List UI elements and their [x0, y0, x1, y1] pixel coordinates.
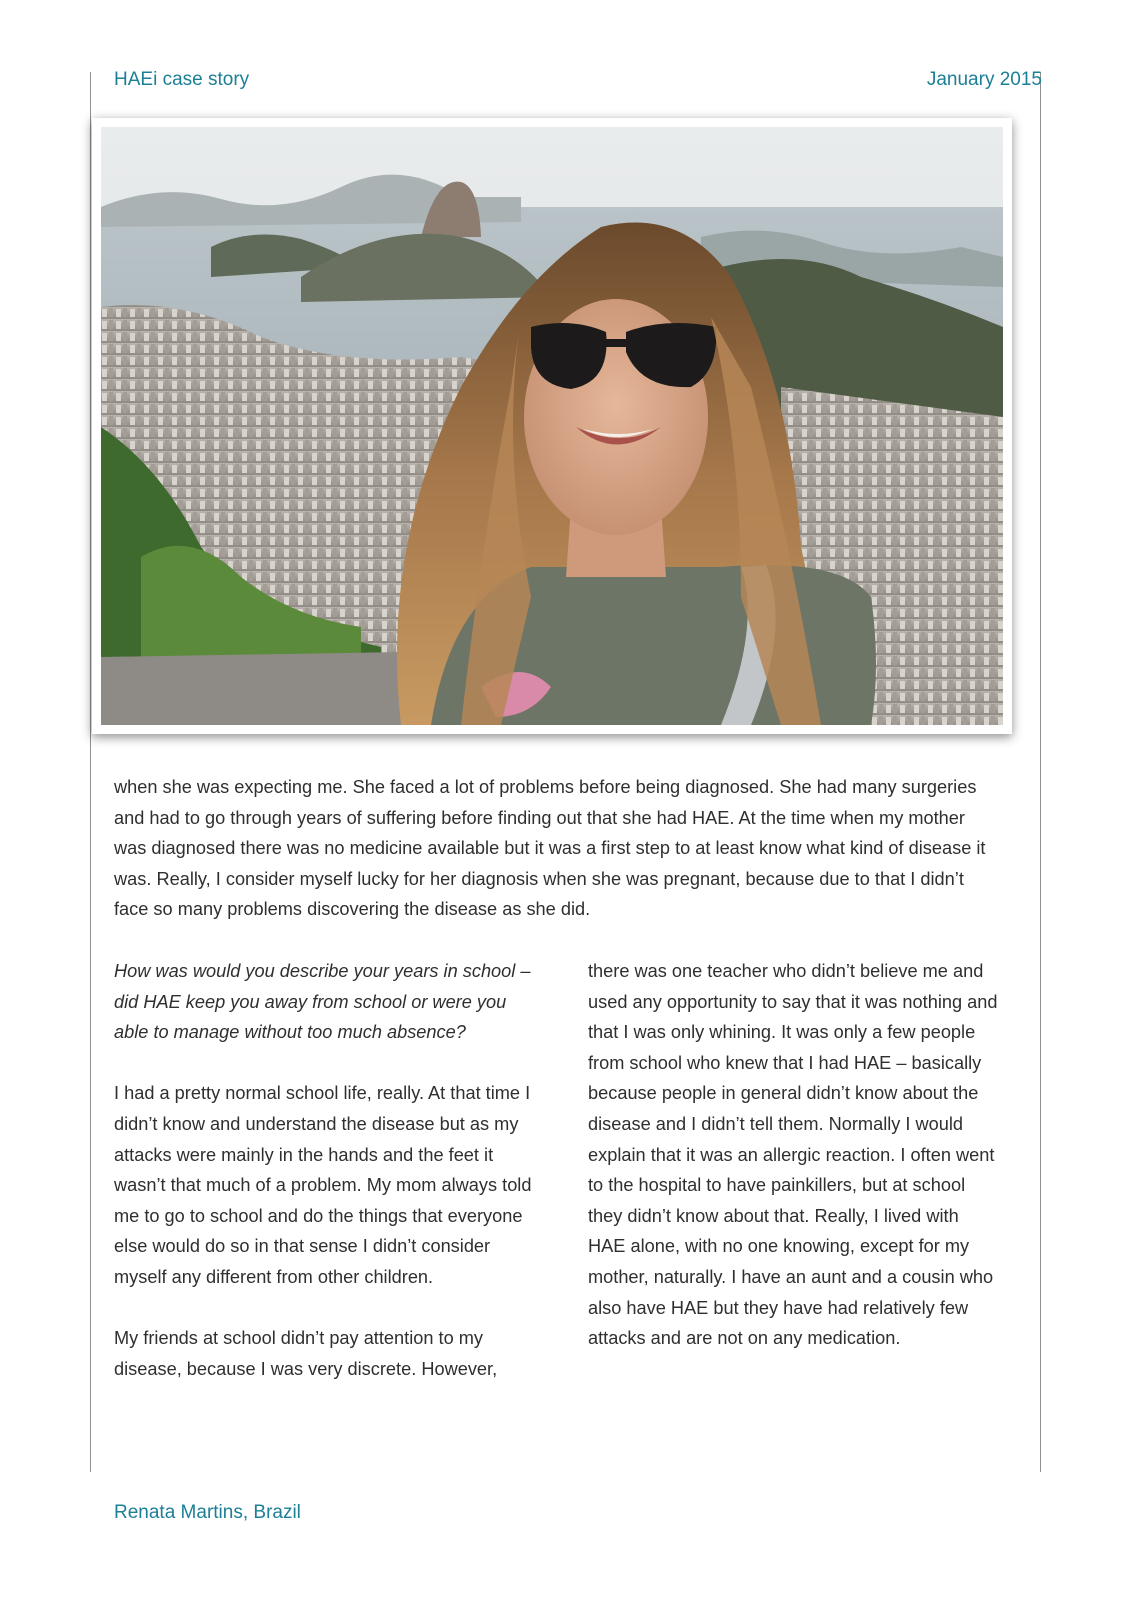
- portrait-photo: [101, 127, 1003, 725]
- right-margin-rule: [1040, 72, 1041, 1472]
- right-column: [588, 956, 998, 1384]
- answer-paragraph-1: I had a pretty normal school life, really. At that time I didn’t know and understand the disease but as my attacks were mainly in the hands and the feet it wasn’t that much of a problem. My mom always told me to go to school and do the things that everyone else would do so in that sense I didn’t consider myself any different from other children.: [114, 1083, 532, 1287]
- answer-paragraph-continued: there was one teacher who didn’t believe me and used any opportunity to say that it was nothing and that I was only whining. It was only a few people from school who knew that I had HAE – basically because people in general didn’t know about the disease and I didn’t tell them. Normally I would explain that it was an allergic reaction. I often went to the hospital to have painkillers, but at school they didn’t know about that. Really, I lived with HAE alone, with no one knowing, except for my mother, naturally. I have an aunt and a cousin who also have HAE but they have had relatively few attacks and are not on any medication.: [588, 961, 998, 1349]
- left-column: [114, 956, 534, 1415]
- footer-author: Renata Martins, Brazil: [114, 1502, 301, 1523]
- header-title: HAEi case story: [114, 69, 250, 90]
- left-margin-rule: [90, 72, 91, 1472]
- answer-paragraph-2: My friends at school didn’t pay attention to my disease, because I was very discrete. However,: [114, 1328, 498, 1379]
- intro-paragraph: when she was expecting me. She faced a lot of problems before being diagnosed. She had many surgeries and had to go through years of suffering before finding out that she had HAE. At the time when my mother was diagnosed there was no medicine available but it was a first step to at least know what kind of disease it was. Really, I consider myself lucky for her diagnosis when she was pregnant, because due to that I didn’t face so many problems discovering the disease as she did.: [114, 777, 986, 920]
- header-date: January 2015: [926, 69, 1042, 90]
- photo-frame: [92, 118, 1012, 734]
- interview-question: How was would you describe your years in school – did HAE keep you away from school or were you able to manage without too much absence?: [114, 961, 531, 1043]
